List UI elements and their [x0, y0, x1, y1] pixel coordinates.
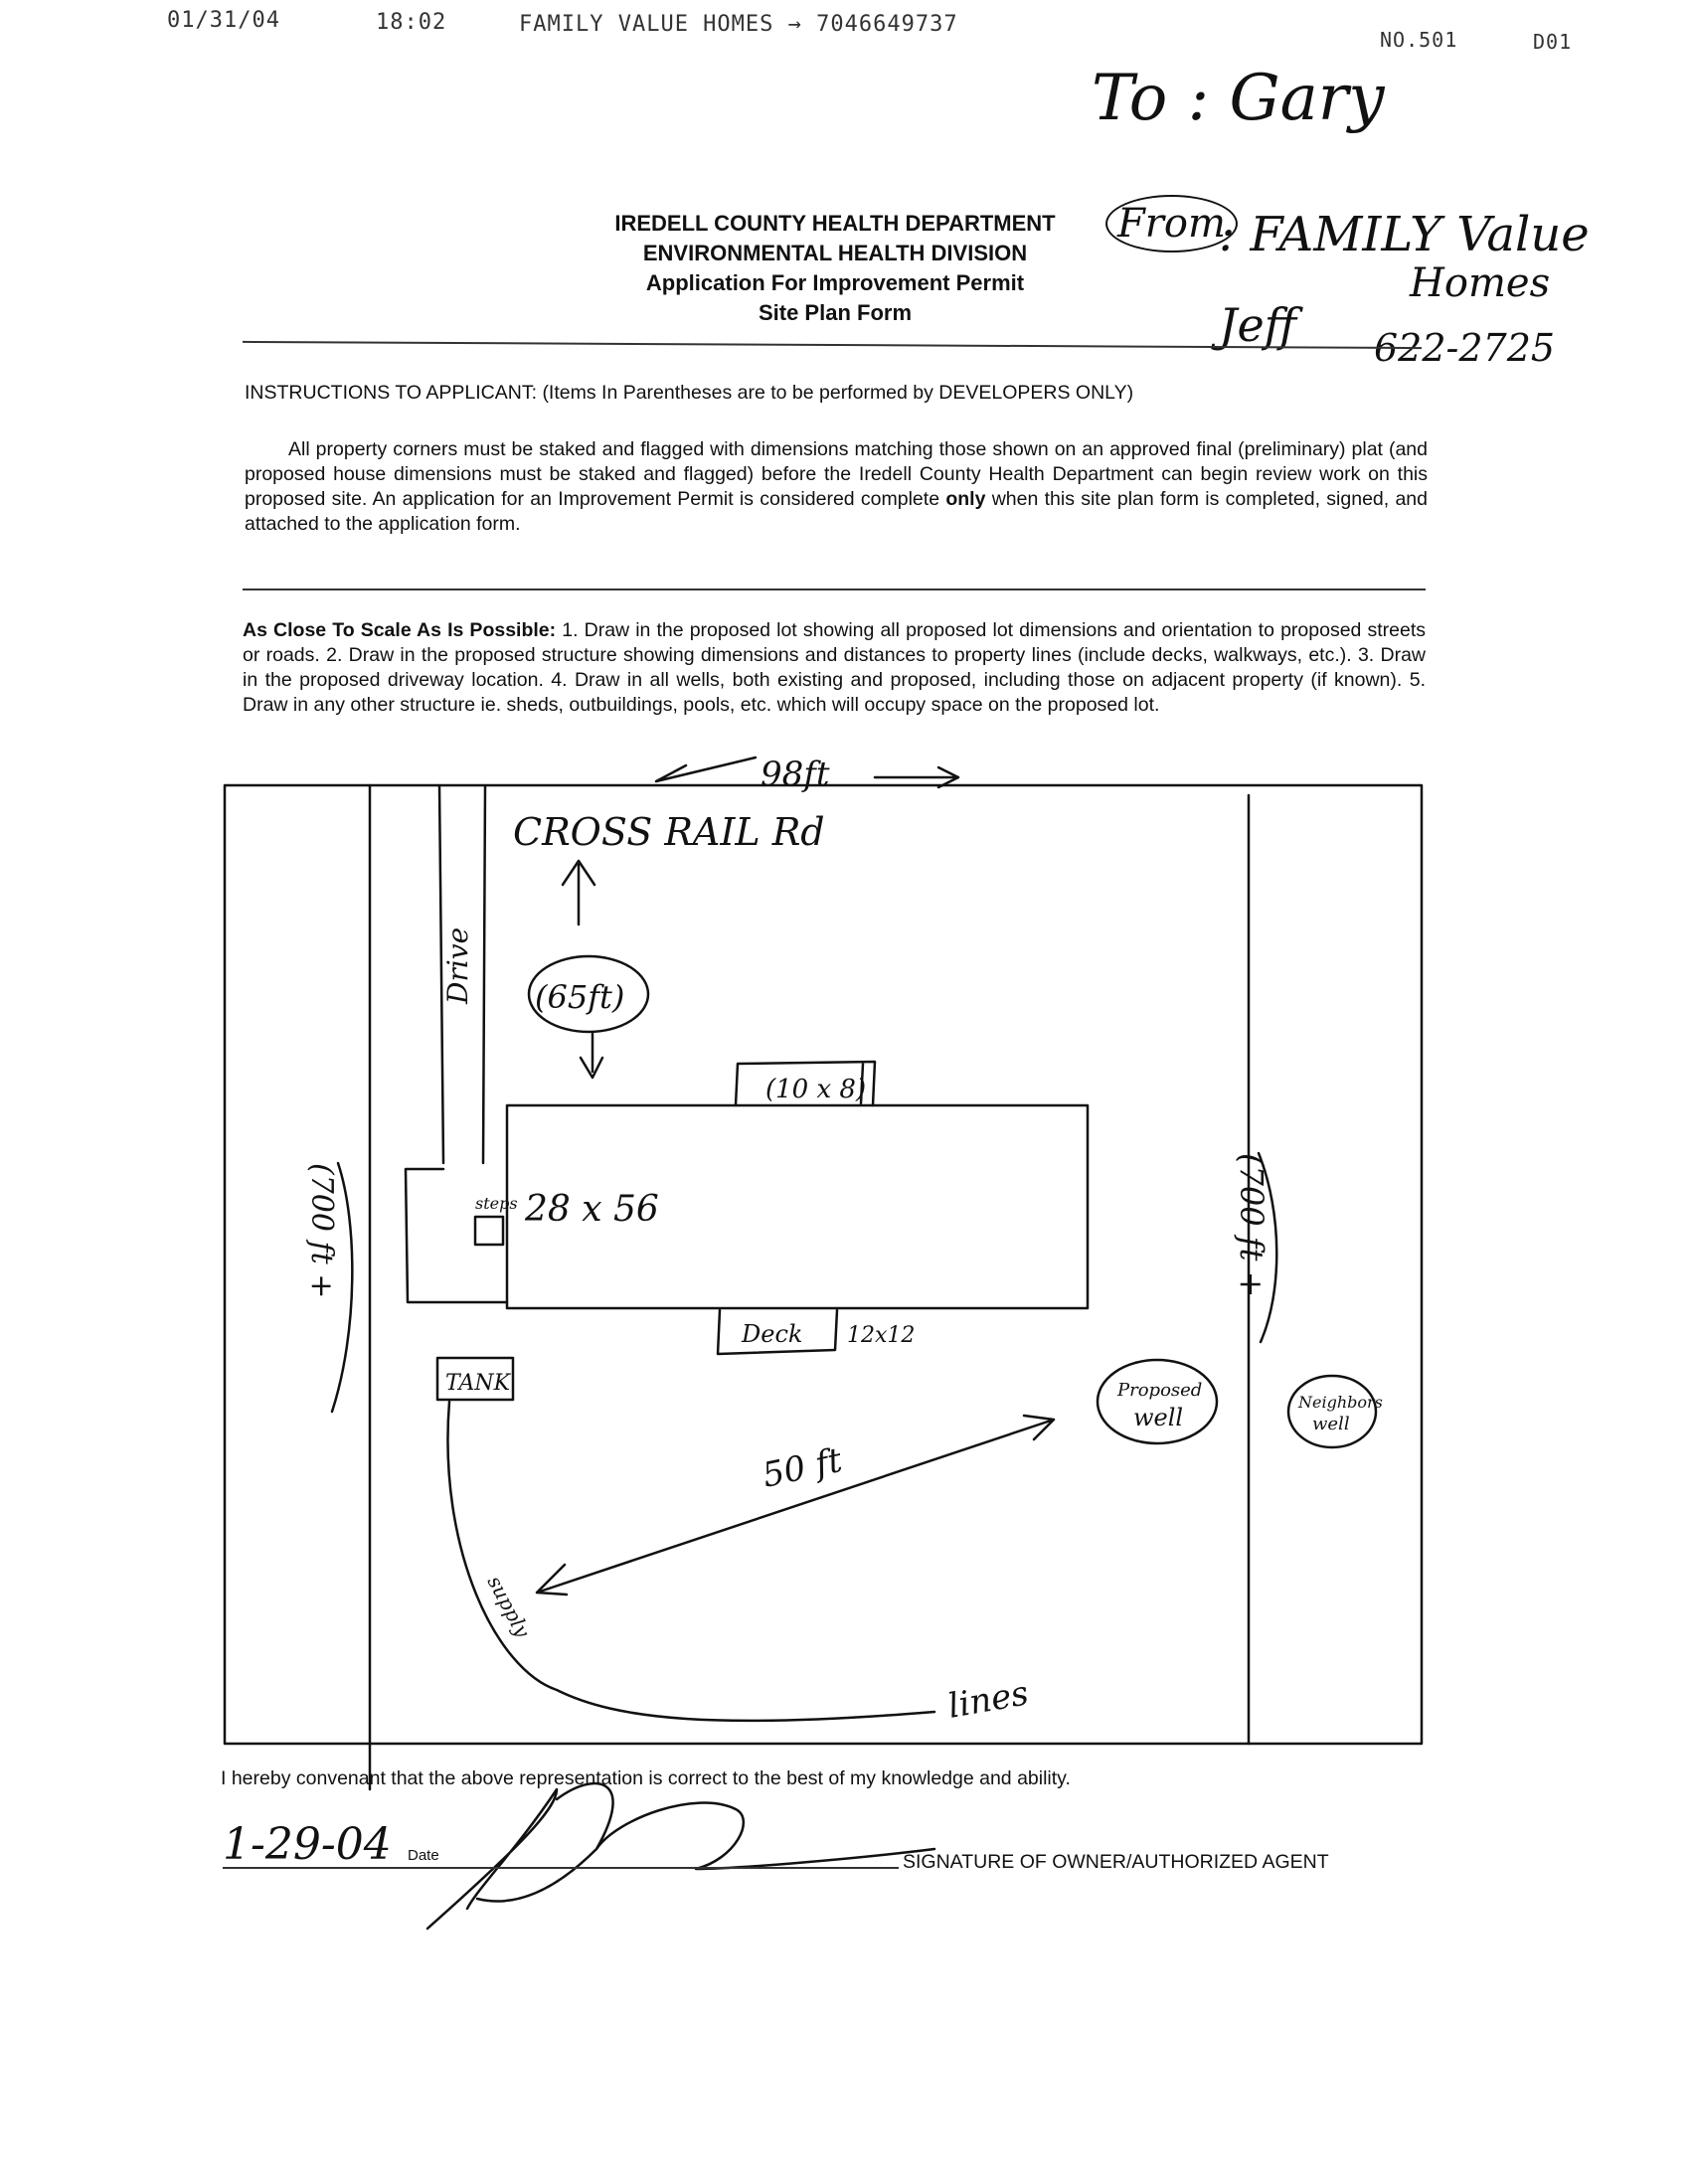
signature-label: SIGNATURE OF OWNER/AUTHORIZED AGENT: [903, 1851, 1329, 1873]
fax-sender: FAMILY VALUE HOMES → 7046649737: [519, 12, 958, 37]
house-label: 28 x 56: [525, 1189, 659, 1230]
neighbor-well-label-2: well: [1312, 1414, 1350, 1434]
note-from-name: : FAMILY Value: [1219, 207, 1590, 262]
signature-scrawl: [427, 1783, 934, 1929]
lot-width-label: 98ft: [761, 755, 830, 794]
scale-instructions-text: 1. Draw in the proposed lot showing all proposed lot dimensions and orientation to proposed streets or roads. 2. Draw in the proposed structure showing dimensions and distances to property lines (include decks, walkways, etc.). 3. Draw in the proposed driveway location. 4. Draw in all wells, both existing and proposed, including those on adjacent property (if known). 5. Draw in any other structure ie. sheds, outbuildings, pools, etc. which will occupy space on the proposed lot.: [243, 619, 1427, 716]
certification-date-value: 1-29-04: [223, 1819, 392, 1870]
supply-line: [447, 1402, 934, 1721]
note-from-name-2: Homes: [1410, 260, 1551, 306]
deck-label: Deck: [742, 1320, 803, 1348]
proposed-well-label-2: well: [1133, 1404, 1184, 1431]
porch-label: (10 x 8): [765, 1075, 867, 1104]
drive-label: Drive: [441, 926, 474, 1004]
dept-line-1: IREDELL COUNTY HEALTH DEPARTMENT: [614, 211, 1056, 236]
distance-arrow: [537, 1416, 1054, 1595]
proposed-well-label-1: Proposed: [1117, 1380, 1203, 1401]
fax-time: 18:02: [376, 10, 447, 35]
right-depth-label: (700 ft +: [1233, 1153, 1270, 1298]
instructions-body-text-2: when this site plan form is completed, signed, and attached to the application form.: [245, 488, 1428, 535]
certification-statement: I hereby convenant that the above representation is correct to the best of my knowledge and ability.: [221, 1767, 1071, 1789]
note-contact: Jeff: [1219, 298, 1297, 352]
dept-line-3: Application For Improvement Permit: [645, 270, 1025, 295]
instructions-heading-note: (Items In Parentheses are to be performed by DEVELOPERS ONLY): [542, 382, 1134, 404]
scale-instructions-bold: As Close To Scale As Is Possible:: [243, 619, 557, 641]
instructions-body-bold: only: [945, 488, 986, 510]
note-to: To : Gary: [1092, 62, 1385, 135]
driveway: [406, 785, 507, 1302]
certification-date-label: Date: [408, 1847, 439, 1864]
note-phone: 622-2725: [1374, 326, 1556, 370]
steps-outline: [475, 1217, 503, 1245]
neighbor-well-label-1: Neighbors: [1298, 1393, 1383, 1412]
fax-page: D01: [1533, 30, 1573, 54]
distance-label: 50 ft: [759, 1439, 846, 1496]
setback-arrow-up: [563, 861, 594, 924]
lines-label: lines: [944, 1673, 1032, 1727]
setback-label: (65ft): [535, 978, 625, 1016]
date-signature-rule: [223, 1867, 899, 1869]
deck-size-label: 12x12: [847, 1323, 916, 1348]
instructions-heading-label: INSTRUCTIONS TO APPLICANT:: [245, 382, 538, 404]
left-depth-label: (700 ft +: [304, 1163, 339, 1299]
setback-arrow-down: [581, 1034, 602, 1078]
road-label: CROSS RAIL Rd: [513, 810, 825, 854]
supply-label: supply: [482, 1572, 535, 1642]
steps-label: steps: [475, 1194, 518, 1213]
note-from-label: From: [1105, 195, 1238, 252]
fax-date: 01/31/04: [167, 8, 280, 33]
tank-label: TANK: [445, 1371, 511, 1396]
dept-line-2: ENVIRONMENTAL HEALTH DIVISION: [642, 241, 1028, 265]
fax-number: NO.501: [1380, 28, 1458, 52]
dept-line-4: Site Plan Form: [758, 300, 913, 325]
instructions-body-text: All property corners must be staked and flagged with dimensions matching those shown on an approved final (preliminary) plat (and proposed house dimensions must be staked and flagged) before the Iredell County Health Department can begin review work on this proposed site. An application for an Improvement Permit is considered complete: [245, 438, 1428, 510]
neighbor-well-circle: [1288, 1376, 1376, 1447]
